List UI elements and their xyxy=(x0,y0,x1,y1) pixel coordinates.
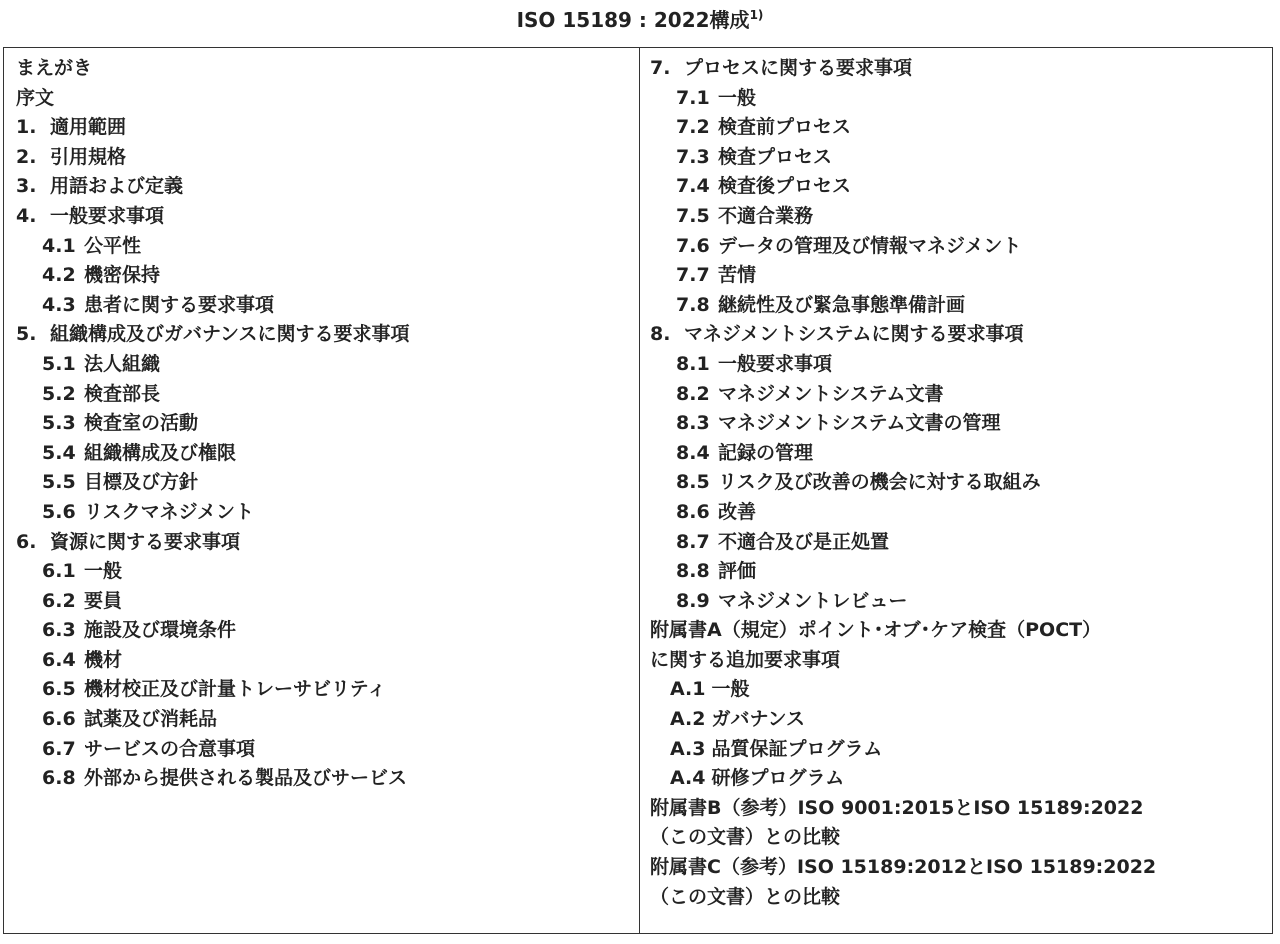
toc-entry-label: 一般要求事項 xyxy=(718,352,833,375)
toc-entry-label: 施設及び環境条件 xyxy=(84,619,237,642)
toc-entry-label: 一般 xyxy=(718,86,757,109)
toc-entry-label: マネジメントシステム文書の管理 xyxy=(718,412,1001,435)
toc-entry-number: 7.8 xyxy=(676,293,710,316)
toc-entry xyxy=(650,84,1265,114)
toc-entry-number: 7.4 xyxy=(676,175,710,198)
toc-entry xyxy=(16,172,631,202)
toc-entry-number: 7.6 xyxy=(676,234,710,257)
toc-entry-number: 5.5 xyxy=(42,471,76,494)
toc-entry-number: 8.9 xyxy=(676,589,710,612)
toc-entry-label: に関する追加要求事項 xyxy=(650,648,841,671)
toc-entry-label: 継続性及び緊急事態準備計画 xyxy=(718,293,966,316)
toc-entry-label: 適用範囲 xyxy=(50,116,127,139)
toc-entry-number: 3. xyxy=(16,175,37,198)
toc-entry-label: リスクマネジメント xyxy=(84,500,255,523)
toc-entry-number: 5. xyxy=(16,323,37,346)
toc-entry-label: 検査部長 xyxy=(84,382,161,405)
toc-entry xyxy=(16,557,631,587)
toc-entry-number: 6.6 xyxy=(42,708,76,731)
toc-entry-label: 苦情 xyxy=(718,264,757,287)
toc-entry xyxy=(650,883,1265,913)
toc-entry xyxy=(650,794,1265,824)
toc-entry-label: サービスの合意事項 xyxy=(84,737,256,760)
toc-entry-number: 8.8 xyxy=(676,560,710,583)
toc-entry-label: 品質保証プログラム xyxy=(711,737,883,760)
toc-entry-number: 7.5 xyxy=(676,204,710,227)
toc-entry-label: 一般 xyxy=(711,678,750,701)
toc-entry-label: 評価 xyxy=(718,560,757,583)
toc-entry-number: 8.5 xyxy=(676,471,710,494)
toc-entry xyxy=(16,143,631,173)
toc-entry-number: 5.2 xyxy=(42,382,76,405)
toc-entry xyxy=(650,705,1265,735)
toc-entry xyxy=(16,528,631,558)
toc-entry-label: ガバナンス xyxy=(711,708,805,731)
toc-entry-label: 引用規格 xyxy=(50,145,127,168)
toc-entry-number: 8.6 xyxy=(676,500,710,523)
toc-entry-number: 8.7 xyxy=(676,530,710,553)
toc-entry-number: A.4 xyxy=(670,767,706,790)
toc-entry xyxy=(16,350,631,380)
toc-entry xyxy=(650,113,1265,143)
toc-entry-number: A.3 xyxy=(670,737,706,760)
toc-entry xyxy=(650,261,1265,291)
toc-entry-label: 序文 xyxy=(16,86,55,109)
toc-entry xyxy=(650,409,1265,439)
toc-entry xyxy=(650,557,1265,587)
toc-entry-label: 研修プログラム xyxy=(711,767,845,790)
toc-entry-label: 検査プロセス xyxy=(718,145,833,168)
toc-entry-label: マネジメントシステム文書 xyxy=(718,382,944,405)
toc-entry-number: 4.3 xyxy=(42,293,76,316)
toc-entry xyxy=(650,439,1265,469)
toc-entry-label: 法人組織 xyxy=(84,352,161,375)
toc-entry xyxy=(16,261,631,291)
toc-entry xyxy=(16,113,631,143)
toc-entry xyxy=(650,528,1265,558)
toc-entry xyxy=(16,646,631,676)
toc-right-column xyxy=(650,54,1265,912)
toc-entry-label: （この文書）との比較 xyxy=(650,826,841,849)
toc-entry-label: まえがき xyxy=(16,57,93,79)
toc-entry-label: 用語および定義 xyxy=(50,175,184,198)
toc-entry xyxy=(650,380,1265,410)
toc-entry-label: 検査前プロセス xyxy=(718,116,852,139)
toc-entry xyxy=(650,320,1265,350)
toc-entry-number: 7. xyxy=(650,57,671,79)
toc-entry-label: 組織構成及び権限 xyxy=(84,441,237,464)
toc-entry xyxy=(16,202,631,232)
toc-entry xyxy=(650,143,1265,173)
toc-entry-number: 6.5 xyxy=(42,678,76,701)
toc-entry xyxy=(650,232,1265,262)
toc-entry-number: 2. xyxy=(16,145,37,168)
toc-entry-label: マネジメントシステムに関する要求事項 xyxy=(684,323,1024,346)
toc-entry-number: 7.3 xyxy=(676,145,710,168)
toc-entry xyxy=(16,439,631,469)
toc-entry xyxy=(16,84,631,114)
toc-entry xyxy=(650,853,1265,883)
toc-entry-label: 組織構成及びガバナンスに関する要求事項 xyxy=(50,323,410,346)
toc-entry-label: 附属書A（規定）ポイント･オブ･ケア検査（POCT） xyxy=(650,619,1102,642)
toc-entry-number: 6.1 xyxy=(42,560,76,583)
column-divider xyxy=(639,48,640,933)
toc-entry xyxy=(16,320,631,350)
toc-entry-number: A.2 xyxy=(670,708,706,731)
toc-entry-number: 6.3 xyxy=(42,619,76,642)
toc-entry-label: 機材校正及び計量トレーサビリティ xyxy=(84,678,387,701)
toc-entry-label: 一般 xyxy=(84,560,123,583)
toc-entry xyxy=(16,764,631,794)
toc-entry xyxy=(650,291,1265,321)
title-footnote: 1) xyxy=(749,8,764,22)
toc-entry xyxy=(650,587,1265,617)
toc-entry-label: 患者に関する要求事項 xyxy=(84,293,275,316)
toc-entry-number: 5.1 xyxy=(42,352,76,375)
toc-entry xyxy=(16,587,631,617)
toc-entry-label: プロセスに関する要求事項 xyxy=(684,57,913,79)
toc-entry-label: マネジメントレビュー xyxy=(718,589,908,612)
toc-entry-label: 不適合及び是正処置 xyxy=(718,530,890,553)
toc-entry-number: 7.7 xyxy=(676,264,710,287)
toc-entry-label: 附属書B（参考）ISO 9001:2015とISO 15189:2022 xyxy=(650,796,1144,819)
toc-entry xyxy=(650,735,1265,765)
toc-entry xyxy=(16,232,631,262)
toc-entry-label: 公平性 xyxy=(84,234,142,257)
toc-entry-label: 一般要求事項 xyxy=(50,204,165,227)
toc-entry xyxy=(650,468,1265,498)
toc-entry-label: 改善 xyxy=(718,500,757,523)
toc-entry xyxy=(16,409,631,439)
toc-entry xyxy=(16,291,631,321)
toc-entry-number: 1. xyxy=(16,116,37,139)
toc-entry-number: 5.3 xyxy=(42,412,76,435)
toc-entry-label: リスク及び改善の機会に対する取組み xyxy=(718,471,1041,494)
toc-entry-number: 6.7 xyxy=(42,737,76,760)
toc-entry-number: 8.1 xyxy=(676,352,710,375)
toc-entry-label: データの管理及び情報マネジメント xyxy=(718,234,1022,257)
toc-entry-number: 5.6 xyxy=(42,500,76,523)
toc-entry-number: 6. xyxy=(16,530,37,553)
toc-entry xyxy=(16,468,631,498)
toc-entry-label: 附属書C（参考）ISO 15189:2012とISO 15189:2022 xyxy=(650,856,1157,879)
toc-entry xyxy=(16,380,631,410)
toc-entry-label: 要員 xyxy=(84,589,123,612)
toc-entry xyxy=(16,54,631,84)
toc-entry-label: 検査室の活動 xyxy=(84,412,199,435)
toc-entry-label: 機密保持 xyxy=(84,264,161,287)
toc-entry-number: 4.1 xyxy=(42,234,76,257)
toc-entry xyxy=(650,675,1265,705)
toc-entry-number: 8.3 xyxy=(676,412,710,435)
toc-entry xyxy=(16,675,631,705)
toc-entry-label: 記録の管理 xyxy=(718,441,814,464)
toc-entry-number: 8.2 xyxy=(676,382,710,405)
toc-entry xyxy=(650,498,1265,528)
toc-entry-label: （この文書）との比較 xyxy=(650,885,841,908)
toc-entry xyxy=(650,350,1265,380)
toc-entry-label: 目標及び方針 xyxy=(84,471,199,494)
toc-entry-label: 資源に関する要求事項 xyxy=(50,530,241,553)
toc-entry xyxy=(650,616,1265,646)
toc-entry-label: 検査後プロセス xyxy=(718,175,852,198)
toc-entry-label: 不適合業務 xyxy=(718,204,814,227)
toc-entry xyxy=(650,764,1265,794)
toc-entry xyxy=(16,616,631,646)
toc-entry xyxy=(650,823,1265,853)
toc-entry-number: 8. xyxy=(650,323,671,346)
toc-entry-number: 6.4 xyxy=(42,648,76,671)
toc-entry-label: 試薬及び消耗品 xyxy=(84,708,218,731)
toc-entry-number: 5.4 xyxy=(42,441,76,464)
toc-entry-number: 7.2 xyxy=(676,116,710,139)
toc-entry-number: A.1 xyxy=(670,678,706,701)
toc-left-column xyxy=(16,54,631,794)
toc-entry-number: 6.8 xyxy=(42,767,76,790)
toc-entry-number: 8.4 xyxy=(676,441,710,464)
toc-entry-number: 6.2 xyxy=(42,589,76,612)
toc-entry xyxy=(16,735,631,765)
toc-entry xyxy=(16,498,631,528)
toc-entry xyxy=(16,705,631,735)
toc-entry xyxy=(650,646,1265,676)
toc-entry-label: 外部から提供される製品及びサービス xyxy=(84,767,408,790)
toc-entry xyxy=(650,172,1265,202)
toc-table xyxy=(3,47,1273,934)
title-text: ISO 15189 : 2022構成 xyxy=(516,8,750,32)
toc-entry xyxy=(650,202,1265,232)
toc-entry-number: 4.2 xyxy=(42,264,76,287)
toc-entry-number: 7.1 xyxy=(676,86,710,109)
toc-entry xyxy=(650,54,1265,84)
toc-entry-label: 機材 xyxy=(84,648,123,671)
toc-entry-number: 4. xyxy=(16,204,37,227)
document-title xyxy=(0,4,1280,36)
